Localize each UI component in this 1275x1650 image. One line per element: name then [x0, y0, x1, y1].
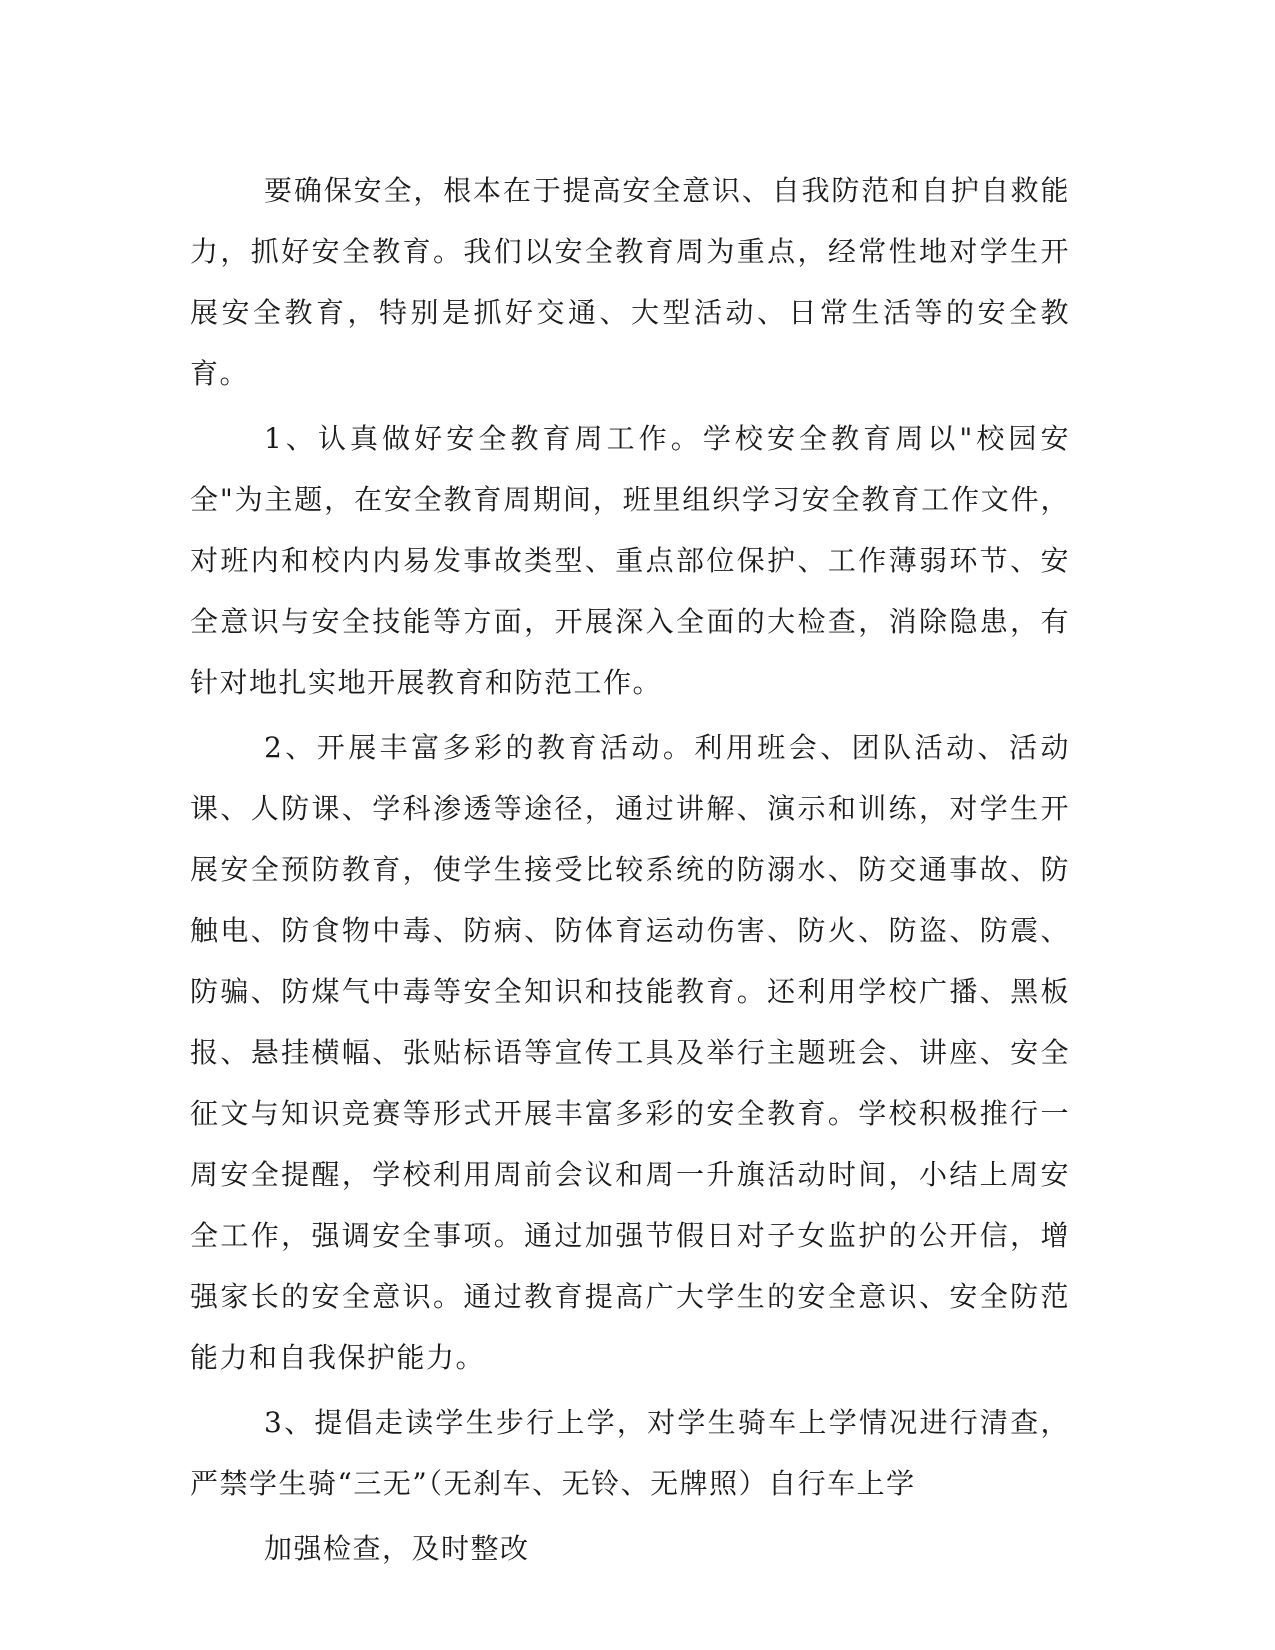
paragraph-inspection-heading: 加强检查，及时整改: [264, 1532, 530, 1565]
paragraph-safety-week: 1、认真做好安全教育周工作。学校安全教育周以"校园安全"为主题，在安全教育周期间，班里组织学习安全教育工作文件，对班内和校内内易发事故类型、重点部位保护、工作薄弱环节、安全意识与安全技能等方面，开展深入全面的大检查，消除隐患，有针对地扎实地开展教育和防范工作。: [190, 422, 1070, 699]
paragraph-education-activities: 2、开展丰富多彩的教育活动。利用班会、团队活动、活动课、人防课、学科渗透等途径，通过讲解、演示和训练，对学生开展安全预防教育，使学生接受比较系统的防溺水、防交通事故、防触电、防食物中毒、防病、防体育运动伤害、防火、防盗、防震、防骗、防煤气中毒等安全知识和技能教育。还利用学校广播、黑板报、悬挂横幅、张贴标语等宣传工具及举行主题班会、讲座、安全征文与知识竞赛等形式开展丰富多彩的安全教育。学校积极推行一周安全提醒，学校利用周前会议和周一升旗活动时间，小结上周安全工作，强调安全事项。通过加强节假日对子女监护的公开信，增强家长的安全意识。通过教育提高广大学生的安全意识、安全防范能力和自我保护能力。: [190, 731, 1070, 1374]
paragraph-safety-awareness: 要确保安全，根本在于提高安全意识、自我防范和自护自救能力，抓好安全教育。我们以安全教育周为重点，经常性地对学生开展安全教育，特别是抓好交通、大型活动、日常生活等的安全教育。: [190, 174, 1070, 390]
document-body: [190, 160, 1070, 1583]
paragraph-walking-to-school: 3、提倡走读学生步行上学，对学生骑车上学情况进行清查，严禁学生骑“三无”（无刹车、无铃、无牌照）自行车上学: [190, 1406, 1070, 1500]
